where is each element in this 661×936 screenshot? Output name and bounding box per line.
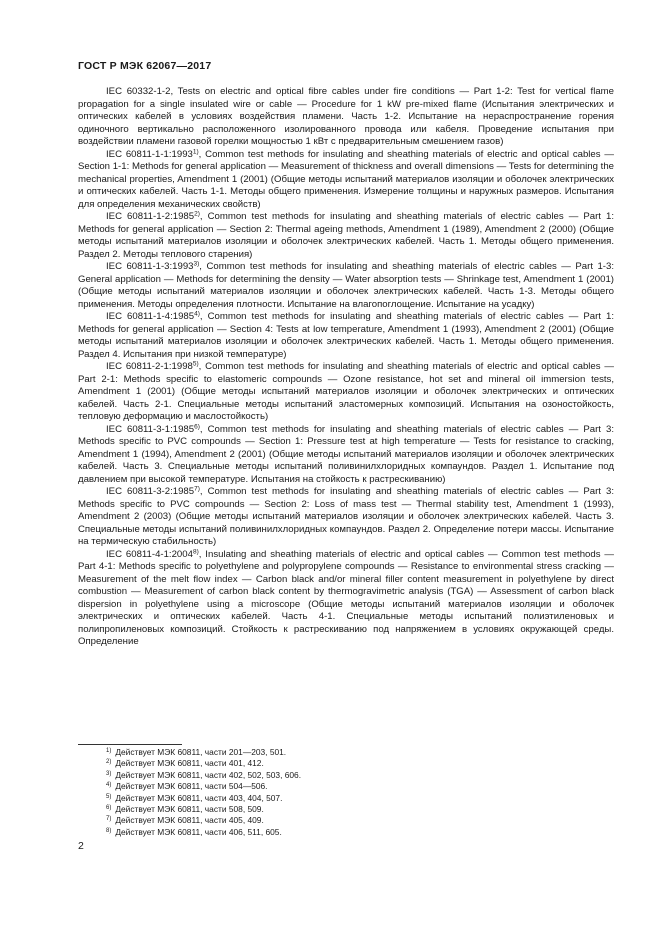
paragraph-iec-60811-1-4: IEC 60811-1-4:1985$^{4)}$, Common test methods for insulating and sheathing materials of electric cables — Part 1: Methods for general application — Section 4: Tests at low temperature, Amendment 1 (1993), Amendment 2 (2001) (Общие методы испытаний материалов изоляции и оболочек электрических кабелей. Часть 1. Методы общего применения. Раздел 4. Испытания при низкой температуре) [78,310,614,360]
footnote-ref[interactable]: 7) [194,485,200,493]
document-body [78,86,614,649]
footnote-item: $^{2)}$ Действует МЭК 60811, части 401, 412. [106,758,264,769]
paragraph-iec-60811-3-1: IEC 60811-3-1:1985$^{6)}$, Common test methods for insulating and sheathing materials of electric cables — Part 3: Methods specific to PVC compounds — Section 1: Pressure test at high temperature — Tests for resistance to cracking, Amendment 1 (1994), Amendment 2 (2001) (Общие методы испытаний материалов изоляции и оболочек электрических кабелей. Часть 3. Специальные методы испытаний поливинилхлоридных компаундов. Раздел 1. Испытание под давлением при высокой температуре. Испытания на стойкость к растрескиванию) [78,423,614,485]
document-header: ГОСТ Р МЭК 62067—2017 [78,60,212,72]
paragraph-iec-60811-2-1: IEC 60811-2-1:1998$^{5)}$, Common test methods for insulating and sheathing materials of electric and optical cables — Part 2-1: Methods specific to elastomeric compounds — Ozone resistance, hot set and mineral oil immersion tests, Amendment 1 (2001) (Общие методы испытаний материалов изоляции и оболочек электрических и оптических кабелей. Часть 2-1. Специальные методы испытаний эластомерных композиций. Испытания на озоностойкость, тепловую деформацию и маслостойкость) [78,360,614,422]
footnote-item: $^{6)}$ Действует МЭК 60811, части 508, 509. [106,804,264,815]
footnote-item: $^{3)}$ Действует МЭК 60811, части 402, 502, 503, 606. [106,769,302,780]
footnote-item: $^{1)}$ Действует МЭК 60811, части 201—203, 501. [106,747,287,757]
footnote-ref[interactable]: 8) [192,548,199,555]
paragraph-iec-60811-1-1: IEC 60811-1-1:1993$^{1)}$, Common test methods for insulating and sheathing materials of electric and optical cables — Section 1-1: Methods for general application — Measurement of thickness and overall dimensions — Tests for determining the mechanical properties, Amendment 1 (2001) (Общие методы испытаний материалов изоляции и оболочек электрических и оптических кабелей. Часть 1-1. Методы общего применения. Измерение толщины и наружных размеров. Испытания для определения механических свойств) [78,148,614,210]
paragraph-iec-60811-1-2: IEC 60811-1-2:1985$^{2)}$, Common test methods for insulating and sheathing materials of electric cables — Part 1: Methods for general application — Section 2: Thermal ageing methods, Amendment 1 (1989), Amendment 2 (2000) (Общие методы испытаний материалов изоляции и оболочек электрических кабелей. Часть 1. Методы общего применения. Раздел 2. Методы теплового старения) [78,210,614,260]
footnote-ref[interactable]: 3) [193,260,200,268]
page-number: 2 [78,840,84,852]
footnote-ref[interactable]: 6) [194,423,200,430]
footnote-ref[interactable]: 2) [194,210,200,218]
footnote-ref[interactable]: 5) [192,360,199,368]
footnote-divider [78,744,182,745]
footnote-item: $^{7)}$ Действует МЭК 60811, части 405, 409. [106,815,264,826]
paragraph-iec-60811-4-1: IEC 60811-4-1:2004$^{8)}$, Insulating and sheathing materials of electric and optical cables — Common test methods — Part 4-1: Methods specific to polyethylene and polypropylene compounds — Resistance to environmental stress cracking — Measurement of the melt flow index — Carbon black and/or mineral filler content measurement in polyethylene by direct combustion — Measurement of carbon black content by thermogravimetric analysis (TGA) — Assessment of carbon black dispersion in polyethylene using a microscope (Общие методы испытаний материалов изоляции и оболочек электрических и оптических кабелей. Часть 4-1. Специальные методы испытаний полиэтиленовых и полипропиленовых композиций. Стойкость к растрескиванию под напряжением в условиях окружающей среды. Определение [78,548,614,647]
footnote-ref[interactable]: 1) [192,148,199,155]
footnote-item: $^{8)}$ Действует МЭК 60811, части 406, 511, 605. [106,826,282,837]
footnote-item: $^{5)}$ Действует МЭК 60811, части 403, 404, 507. [106,792,283,803]
footnote-ref[interactable]: 4) [194,310,200,318]
paragraph-iec-60332-1-2: IEC 60332-1-2, Tests on electric and optical fibre cables under fire conditions — Part 1-2: Test for vertical flame propagation for a single insulated wire or cable — Procedure for 1 kW pre-mixed flame (Испытания электрических и оптических кабелей в условиях воздействия пламени. Часть 1-2. Испытание на нераспространение горения одиночного вертикально расположенного изолированного провода или кабеля. Проведение испытания при воздействии пламени газовой горелки мощностью 1 кВт с предварительным смешением газов) [78,86,614,147]
paragraph-iec-60811-3-2: IEC 60811-3-2:1985$^{7)}$, Common test methods for insulating and sheathing materials of electric cables — Part 3: Methods specific to PVC compounds — Section 2: Loss of mass test — Thermal stability test, Amendment 1 (1993), Amendment 2 (2003) (Общие методы испытаний материалов изоляции и оболочек электрических кабелей. Часть 3. Специальные методы испытаний поливинилхлоридных компаундов. Раздел 2. Определение потери массы. Испытание на термическую стабильность) [78,485,614,547]
paragraph-iec-60811-1-3: IEC 60811-1-3:1993$^{3)}$, Common test methods for insulating and sheathing materials of electric cables — Part 1-3: General application — Methods for determining the density — Water absorption tests — Shrinkage test, Amendment 1 (2001) (Общие методы испытаний материалов изоляции и оболочек электрических кабелей. Часть 1-3. Методы общего применения. Методы определения плотности. Испытание на влагопоглощение. Испытание на усадку) [78,260,614,310]
footnotes [106,747,301,838]
footnote-item: $^{4)}$ Действует МЭК 60811, части 504—506. [106,781,268,792]
